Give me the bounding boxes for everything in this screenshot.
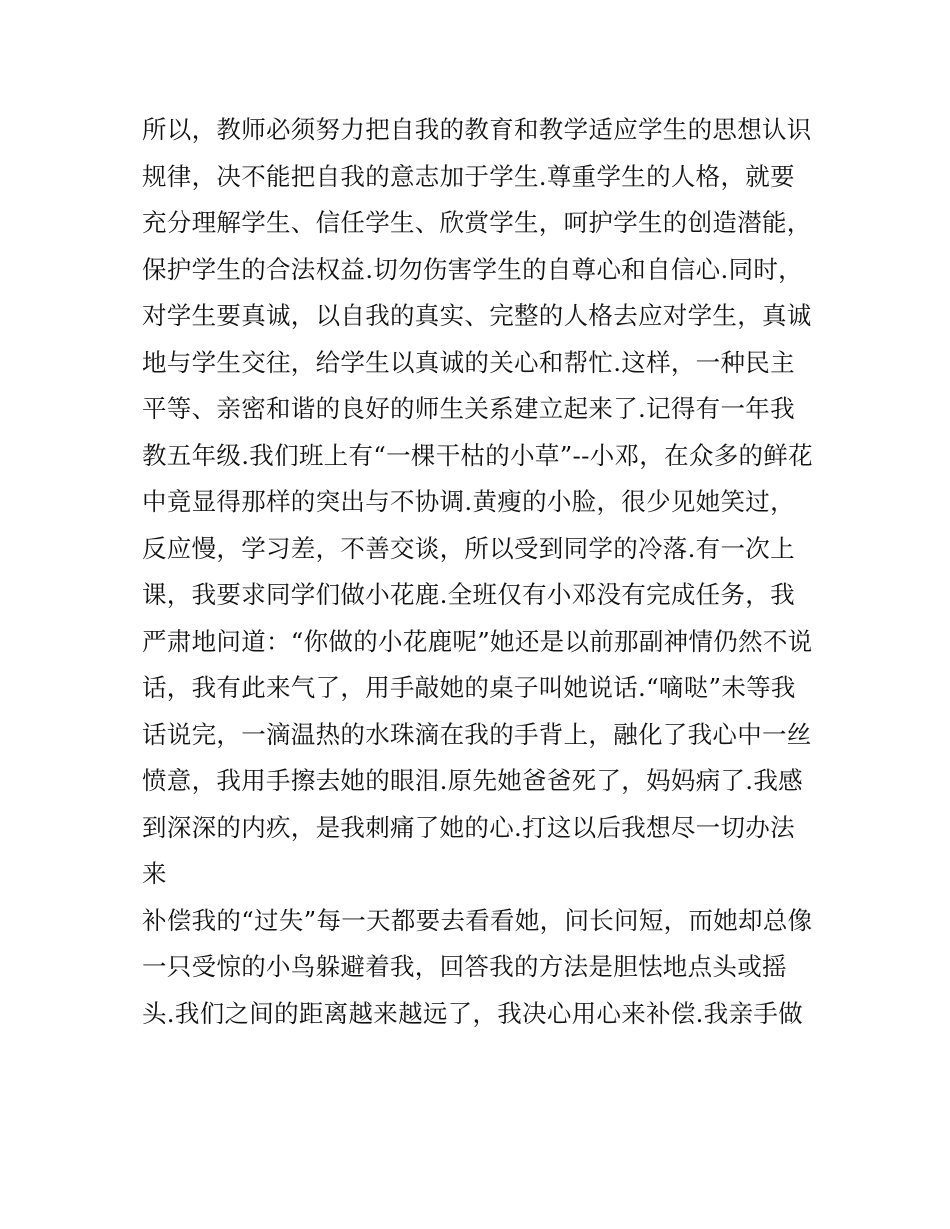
text-line: 规律，决不能把自我的意志加于学生.尊重学生的人格，就要: [142, 161, 795, 191]
text-line: 中竟显得那样的突出与不协调.黄瘦的小脸，很少见她笑过，: [142, 487, 795, 516]
text-line: 地与学生交往，给学生以真诚的关心和帮忙.这样，一种民主: [142, 347, 795, 377]
text-line: 来: [142, 859, 167, 888]
text-line: 到深深的内疚，是我刺痛了她的心.打这以后我想尽一切办法: [142, 812, 795, 842]
text-line: 头.我们之间的距离越来越远了，我决心用心来补偿.我亲手做: [142, 998, 803, 1028]
text-line: 教五年级.我们班上有“一棵干枯的小草”--小邓，在众多的鲜花: [142, 440, 813, 470]
text-line: 话说完，一滴温热的水珠滴在我的手背上，融化了我心中一丝: [142, 719, 812, 749]
text-line: 所以，教师必须努力把自我的教育和教学适应学生的思想认识: [142, 115, 812, 144]
text-line: 充分理解学生、信任学生、欣赏学生，呵护学生的创造潜能，: [142, 208, 812, 237]
text-line: 愤意，我用手擦去她的眼泪.原先她爸爸死了，妈妈病了.我感: [142, 766, 803, 795]
text-line: 话，我有此来气了，用手敲她的桌子叫她说话.“嘀哒”未等我: [142, 673, 796, 702]
text-line: 反应慢，学习差，不善交谈，所以受到同学的冷落.有一次上: [142, 533, 795, 563]
body-text: [142, 107, 832, 1037]
text-line: 保护学生的合法权益.切勿伤害学生的自尊心和自信心.同时，: [142, 254, 803, 284]
text-line: 严肃地问道：“你做的小花鹿呢”她还是以前那副神情仍然不说: [142, 626, 813, 656]
text-line: 平等、亲密和谐的良好的师生关系建立起来了.记得有一年我: [142, 394, 795, 423]
text-line: 补偿我的“过失”每一天都要去看看她，问长问短，而她却总像: [142, 905, 813, 935]
text-line: 一只受惊的小鸟躲避着我，回答我的方法是胆怯地点头或摇: [142, 952, 787, 981]
text-line: 课，我要求同学们做小花鹿.全班仅有小邓没有完成任务，我: [142, 580, 795, 609]
text-line: 对学生要真诚，以自我的真实、完整的人格去应对学生，真诚: [142, 301, 812, 330]
